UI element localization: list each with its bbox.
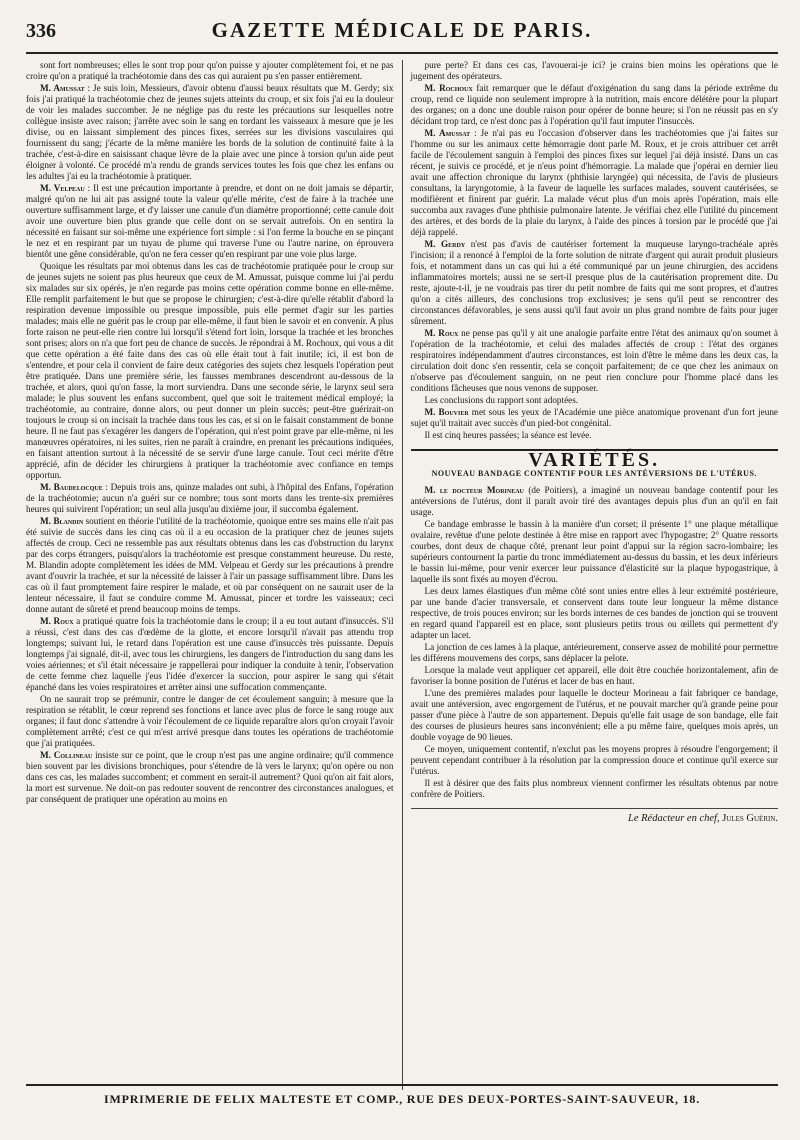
speaker-name: M. Roux	[424, 328, 459, 338]
paragraph-text: Les deux lames élastiques d'un même côté sont unies entre elles à leur extrémité postérieure, par une bande d'acier transversale, et conservent dans toute leur longueur la même distance respective, de trois pouces environ; sur les bords internes de ces bandes de jonction qui se trouvent en regard quand l'appareil est en place, sont plusieurs petits trous ou œillets qui permettent d'y adapter un lacet.	[410, 586, 778, 640]
paragraph	[26, 694, 394, 749]
paragraph	[26, 482, 394, 515]
paragraph-text: Il est à désirer que des faits plus nombreux viennent confirmer les résultats obtenus par notre confrère de Poitiers.	[410, 778, 778, 799]
paragraph	[411, 395, 779, 406]
paragraph	[411, 239, 779, 327]
paragraph-text: Lorsque la malade veut appliquer cet appareil, elle doit être couchée horizontalement, afin de favoriser la bonne position de l'utérus et lacer de bas en haut.	[410, 665, 778, 686]
paragraph	[26, 750, 394, 805]
paragraph	[26, 261, 394, 481]
paragraph-text: Quoique les résultats par moi obtenus dans les cas de trachéotomie pratiquée pour le croup sur de jeunes sujets ne soient pas plus heureux que ceux de M. Amussat, puisque comme lui j'ai perdu six malades sur six opérés, je n'en regarde pas moins cette opération comme bonne en elle-même. Elle remplit parfaitement le but que se propose le chirurgien; c'est-à-dire qu'elle rétablit d'abord la respiration devenue impossible ou presque impossible, puis elle permet d'agir sur les parties malades; mais elle ne guérit pas le croup par elle-même, il faut bien le savoir et en convenir. A plus forte raison ne peut-elle rien contre lui lorsqu'il s'étend fort loin, lorsque la trachée et les bronches sont prises; alors on n'a que fort peu de chance de succès. Je répondrai à M. Rochoux, qui vous a dit que cette opération a été faite dans des cas où elle était tout à fait inutile; ici, il est bon de s'entendre, et pour cela il convient de faire deux catégories des sujets chez lesquels l'opération peut être pratiquée. Dans une première série, les fausses membranes descendront au-dessous de la trachée, et alors, quoi qu'on fasse, la mort surviendra. Dans une seconde série, le larynx seul sera malade; le plus souvent les enfans succombent, quel que soit le traitement médical employé; la trachéotomie, au contraire, donne alors, ou peut donner un plein succès; peut-être guérirait-on toujours le croup si on incisait la trachée dans tous les cas, et si on le faisait constamment de bonne heure. Il ne faut pas s'exagérer les dangers de l'opération, qui n'est point grave par elle-même, ni les manœuvres opératoires, ni les suites, rien ne paraît à craindre, en prenant les précautions indiquées, en faisant attention surtout à la nécessité de se servir d'une large canule. Tout ceci mérite d'être apprécié, afin de décider les chirurgiens à pratiquer la trachéotomie avec confiance en temps opportun.	[26, 261, 394, 480]
paragraph	[411, 407, 779, 429]
paragraph-text: : Il est une précaution importante à prendre, et dont on ne doit jamais se départir, malgré qu'on ne lui ait pas assigné toute la valeur qu'elle mérite, c'est de faire à la trachée une ouverture suffisamment large, et d'y laisser une canule d'un diamètre proportionné; cette canule doit avoir une ouverture bien plus grande que celle dont on se servait autrefois. On en sentira la nécessité en faisant sur soi-même une expérience fort simple : si l'on ferme la bouche en se pinçant le nez et en respirant par un tuyau de plume qui traverse l'une ou l'autre narine, on éprouvera bientôt une gêne considérable, qu'on ne fera cesser qu'en respirant par une voie plus large.	[26, 183, 394, 259]
paragraph-text: On ne saurait trop se prémunir, contre le danger de cet écoulement sanguin; à mesure que la respiration se rétablit, le cœur reprend ses fonctions et lance avec plus de force le sang rouge aux organes; il faut donc s'attendre à voir l'écoulement de ce liquide reparaître alors qu'on croyait l'avoir complètement arrêté; c'est ce qui m'est arrivé presque dans toutes les opérations de trachéotomie que j'ai pratiquées.	[26, 694, 394, 748]
paragraph-text: : Je suis loin, Messieurs, d'avoir obtenu d'aussi beaux résultats que M. Gerdy; six fois j'ai pratiqué la trachéotomie chez de jeunes sujets atteints du croup, et six fois j'ai eu la douleur de voir les malades succomber. Je ne néglige pas du reste les précautions sur lesquelles notre collègue insiste avec raison; j'arrête avec soin le sang en tordant les vaisseaux à mesure que je les divise, ou en laissant simplement des pinces fixes, serrées sur les divisions vasculaires qui fournissent du sang; j'écarte de la même manière les bords de la solution de continuité faite à la trachée, c'est-à-dire en saisissant chaque lèvre de la plaie avec une pince à torsion qu'un aide peut éloigner à volonté. Ce procédé m'a rendu de grands services toutes les fois que chez les enfans ou les adultes j'ai eu la trachéotomie à pratiquer.	[26, 83, 394, 181]
paragraph-text: soutient en théorie l'utilité de la trachéotomie, quoique entre ses mains elle n'ait pas été suivie de succès dans les cinq cas où il a eu occasion de la pratiquer chez de jeunes sujets affectés de croup. Ceci ne ressemble pas aux résultats obtenus dans les cas d'obstruction du larynx par des corps étrangers, puisqu'alors la trachéotomie est presque constamment heureuse. Du reste, M. Blandin adopte complètement les idées de MM. Velpeau et Gerdy sur les précautions à prendre avant d'ouvrir la trachée, et sur la nécessité de laisser à l'air un passage suffisamment libre. Dans les cas où il faut promptement faire respirer le malade, et où par conséquent on ne saurait user de la lenteur nécessaire, il faut se conduire comme M. Amussat, pincer et tordre les vaisseaux; ceci donne autant de sûreté et prend beaucoup moins de temps.	[26, 516, 394, 614]
paragraph-text: a pratiqué quatre fois la trachéotomie dans le croup; il a eu tout autant d'insuccès. S'il a réussi, c'est dans des cas d'œdème de la glotte, et encore lorsqu'il n'avait pas attendu trop longtemps; suivant lui, le retard dans l'opération est une cause d'insuccès très puissante. Depuis longtemps j'ai signalé, dit-il, avec tous les chirurgiens, les dangers de l'introduction du sang dans les voies aériennes; et s'il était nécessaire je rappellerai pour indiquer la conduite à tenir, l'observation de cette femme chez laquelle j'eus l'idée d'exercer la succion, pour aspirer le sang qui s'était épanché dans les voies respiratoires et arrêter ainsi une suffocation commençante.	[26, 616, 394, 692]
speaker-name: M. le docteur Morineau	[424, 485, 524, 495]
paragraph	[411, 688, 779, 743]
varietes-subtitle: NOUVEAU BANDAGE CONTENTIF POUR LES ANTÉVERSIONS DE L'UTÉRUS.	[431, 469, 757, 478]
speaker-name: M. Baudelocque	[40, 482, 103, 492]
paragraph	[411, 60, 779, 82]
paragraph-text: L'une des premières malades pour laquelle le docteur Morineau a fait fabriquer ce bandage, avait une antéversion, avec engorgement de l'utérus, et ne pouvait marcher qu'à grande peine pour passer d'une pièce à l'autre de son appartement. Depuis qu'elle fait usage de son bandage, elle fait des courses de plusieurs heures sans inconvénient; elle a pu même faire, quelques mois après, un double voyage de 90 lieues.	[410, 688, 778, 742]
paragraph	[411, 128, 779, 238]
speaker-name: M. Rochoux	[424, 83, 473, 93]
paragraph-text: Il est cinq heures passées; la séance est levée.	[424, 430, 592, 440]
paragraph-text: n'est pas d'avis de cautériser fortement la muqueuse laryngo-trachéale après l'incision; il a renoncé à l'emploi de la forte solution de nitrate d'argent qui aurait produit plusieurs fois, et notamment dans un cas qui lui a été communiqué par un jeune chirurgien, des accidens inflammatoires mortels; aussi ne se sert-il presque plus de la cautérisation proprement dite. Du reste, ajoute-t-il, je ne voudrais pas tirer du petit nombre de faits qui me sont propres, et d'autres qu'on a cités ailleurs, des conclusions trop exclusives; je sens qu'il peut se rencontrer des circonstances défavorables, je sens aussi qu'il faut avoir un plus grand nombre de faits pour juger sûrement.	[410, 239, 778, 326]
paragraph	[26, 516, 394, 615]
speaker-name: M. Blandin	[40, 516, 84, 526]
paragraph-text: Les conclusions du rapport sont adoptées.	[424, 395, 579, 405]
page-header	[26, 18, 778, 54]
paragraph	[411, 519, 779, 585]
paragraph	[411, 328, 779, 394]
paragraph	[411, 665, 779, 687]
speaker-name: M. Amussat	[424, 128, 471, 138]
paragraph-text: : Je n'ai pas eu l'occasion d'observer dans les trachéotomies que j'ai faites sur l'homme ou sur les animaux cette hémorragie dont parle M. Roux, et je crois attribuer cet arrêt facile de l'écoulement sanguin à l'emploi des pinces fixes sur lequel j'ai déjà insisté. Dans un cas récent, je suivis ce procédé, et je n'eus point d'hémorragie. La malade que j'opérai en dernier lieu avait une affection chronique du larynx (phthisie laryngée) qui nécessita, de l'avis de plusieurs consultans, la laryngotomie, à la faveur de laquelle les surfaces malades, souvent cautérisées, se modifièrent et finirent par guérir. La malade vécut plus d'un mois après l'opération, mais elle succomba aux ravages d'une phthisie pulmonaire latente. Je vérifiai chez elle l'utilité du pincement des artères, et des bords de la plaie du larynx, à l'aide des pinces à torsion par le procédé que j'ai déjà rappelé.	[410, 128, 778, 237]
paragraph	[411, 430, 779, 441]
paragraph	[411, 744, 779, 777]
paragraph-text: Ce moyen, uniquement contentif, n'exclut pas les moyens propres à résoudre l'engorgement; il peuvent cependant contribuer à la résolution par la compression douce et continue qu'il exerce sur l'utérus.	[410, 744, 778, 776]
left-column	[26, 60, 403, 1090]
paragraph	[26, 60, 394, 82]
paragraph-text: : Depuis trois ans, quinze malades ont subi, à l'hôpital des Enfans, l'opération de la trachéotomie; aucun n'a guéri sur ce nombre; tous sont morts dans les trente-six premières heures qui suivirent l'opération; un seul alla jusqu'au dixième jour, il succomba également.	[26, 482, 394, 514]
speaker-name: M. Amussat	[40, 83, 85, 93]
paragraph-text: insiste sur ce point, que le croup n'est pas une angine ordinaire; qu'il commence bien souvent par les divisions bronchiques, pour s'étendre de là vers le larynx; qu'on opère ou non dans ces cas, les malades succombent; et comment en serait-il autrement? Quoi qu'on ait fait alors, la mort est survenue. Ne doit-on pas redouter souvent de rencontrer des circonstances analogues, et par conséquent de pratiquer une opération au moins en	[26, 750, 394, 804]
varietes-body	[411, 485, 779, 800]
speaker-name: M. Velpeau	[40, 183, 85, 193]
proceedings-continued	[411, 60, 779, 441]
right-column	[403, 60, 779, 1090]
paragraph-text: sont fort nombreuses; elles le sont trop pour qu'on puisse y ajouter complètement foi, et ne pas croire qu'on a pratiqué la trachéotomie dans des cas qui auraient pu s'en passer entièrement.	[26, 60, 394, 81]
paragraph	[411, 485, 779, 518]
paragraph	[26, 83, 394, 182]
speaker-name: M. Bouvier	[424, 407, 469, 417]
printer-imprint: IMPRIMERIE DE FELIX MALTESTE ET COMP., RUE DES DEUX-PORTES-SAINT-SAUVEUR, 18.	[26, 1084, 778, 1107]
page-number: 336	[26, 20, 56, 42]
speaker-name: M. Gerdy	[424, 239, 466, 249]
paragraph	[411, 642, 779, 664]
speaker-name: M. Roux	[40, 616, 74, 626]
paragraph	[411, 778, 779, 800]
editor-signature	[411, 808, 779, 824]
paragraph-text: pure perte? Et dans ces cas, l'avouerai-je ici? je crains bien moins les opérations que le jugement des opérateurs.	[410, 60, 778, 81]
speaker-name: M. Collineau	[40, 750, 93, 760]
paragraph-text: met sous les yeux de l'Académie une pièce anatomique provenant d'un fort jeune sujet qu'il traitait avec succès d'un pied-bot congénital.	[410, 407, 778, 428]
paragraph	[26, 183, 394, 260]
paragraph-text: ne pense pas qu'il y ait une analogie parfaite entre l'état des animaux qu'on soumet à l'opération de la trachéotomie, et celui des malades affectés de croup : l'état des organes respiratoires indépendamment d'autres circonstances, est loin d'être le même dans les deux cas, la circulation doit donc s'en ressentir, cela se conçoit parfaitement; de ce que chez les animaux on n'observe pas d'écoulement sanguin, on ne peut rien conclure pour l'homme placé dans les conditions fâcheuses que nous venons de supposer.	[410, 328, 778, 393]
paragraph-text: (de Poitiers), a imaginé un nouveau bandage contentif pour les antéversions de l'utérus, dont il paraît avoir tiré des avantages depuis plus d'un an qu'il en fait usage.	[410, 485, 778, 517]
paragraph	[411, 586, 779, 641]
columns	[26, 60, 778, 1090]
signature-prefix: Le Rédacteur en chef,	[628, 813, 720, 824]
paragraph	[26, 616, 394, 693]
journal-title: GAZETTE MÉDICALE DE PARIS.	[211, 18, 593, 42]
paragraph-text: fait remarquer que le défaut d'oxigénation du sang dans la période extrême du croup, rend ce liquide non seulement impropre à la nutrition, mais encore délétère pour la plupart des organes; on a donc une double raison pour opérer de bonne heure; si l'on ne réussit pas en s'y décidant trop tard, ce n'est donc pas à l'opération qu'il faut imputer l'insuccès.	[410, 83, 778, 126]
signature-name: Jules Guérin.	[722, 813, 778, 824]
paragraph-text: La jonction de ces lames à la plaque, antérieurement, conserve assez de mobilité pour permettre les différens mouvemens des corps, sans déplacer la pelote.	[410, 642, 778, 663]
varietes-title: VARIÉTÉS.	[528, 449, 661, 471]
paragraph	[411, 83, 779, 127]
paragraph-text: Ce bandage embrasse le bassin à la manière d'un corset; il présente 1° une plaque métallique ovalaire, revêtue d'une pelote destinée à être mise en rapport avec l'hypogastre; 2° Quatre ressorts courbes, dont deux de chaque côté, prenant leur point d'appui sur la région sacro-lombaire; les supérieurs contournent la partie du tronc immédiatement au-dessus du bassin, et les deux inférieurs le bassin lui-même, pour venir exercer leur puissance d'élasticité sur la plaque hypogastrique, à laquelle ils sont fixés au moyen d'écrou.	[410, 519, 778, 584]
